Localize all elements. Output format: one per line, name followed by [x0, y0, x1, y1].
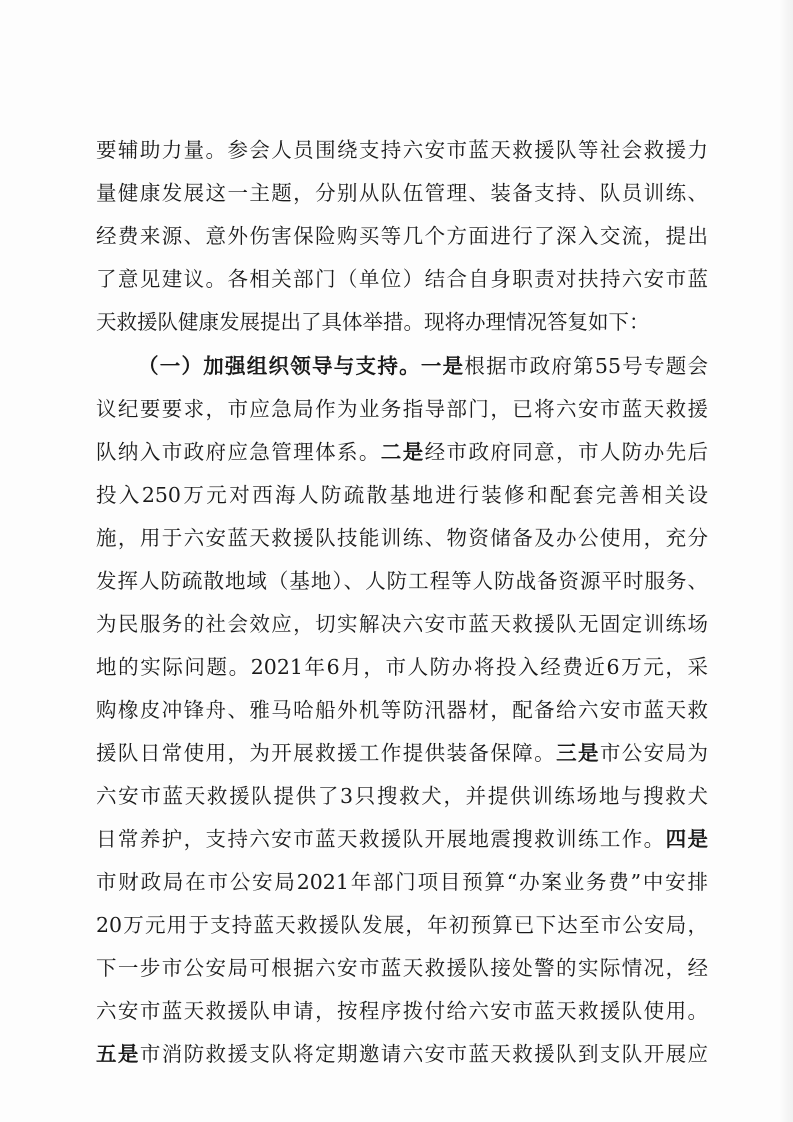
text-segment: 根据市政府第55号专题会: [464, 354, 708, 378]
bold-text-segment: 一是: [420, 354, 465, 378]
text-segment: 了意见建议。各相关部门（单位）结合自身职责对扶持六安市蓝: [96, 267, 708, 291]
text-segment: 发挥人防疏散地域（基地）、人防工程等人防战备资源平时服务、: [96, 569, 708, 593]
text-segment: 要辅助力量。参会人员围绕支持六安市蓝天救援队等社会救援力: [96, 138, 708, 162]
text-line: [96, 566, 708, 596]
text-segment: 市财政局在市公安局2021年部门项目预算“办案业务费”中安排: [96, 870, 708, 894]
text-line: [96, 307, 708, 337]
text-segment: 地的实际问题。2021年6月，市人防办将投入经费近6万元，采: [96, 655, 708, 679]
text-line: [138, 351, 708, 381]
text-line: [96, 480, 708, 510]
text-segment: 援队日常使用，为开展救援工作提供装备保障。: [96, 741, 557, 765]
bold-text-segment: 五是: [96, 1042, 140, 1066]
text-segment: 购橡皮冲锋舟、雅马哈船外机等防汛器材，配备给六安市蓝天救: [96, 698, 708, 722]
text-line: [96, 264, 708, 294]
bold-text-segment: 三是: [556, 741, 600, 765]
text-segment: 队纳入市政府应急管理体系。: [96, 440, 381, 464]
text-line: [96, 1039, 708, 1069]
text-line: [96, 867, 708, 897]
text-segment: 市公安局为: [599, 741, 708, 765]
text-segment: 为民服务的社会效应，切实解决六安市蓝天救援队无固定训练场: [96, 612, 708, 636]
text-line: [96, 738, 708, 768]
text-line: [96, 394, 708, 424]
text-line: [96, 652, 708, 682]
text-line: [96, 437, 708, 467]
text-line: [96, 695, 708, 725]
text-line: [96, 135, 708, 165]
text-segment: 六安市蓝天救援队提供了3只搜救犬，并提供训练场地与搜救犬: [96, 784, 708, 808]
text-segment: 20万元用于支持蓝天救援队发展，年初预算已下达至市公安局，: [96, 913, 708, 937]
text-segment: 六安市蓝天救援队申请，按程序拨付给六安市蓝天救援队使用。: [96, 999, 708, 1023]
text-segment: 量健康发展这一主题，分别从队伍管理、装备支持、队员训练、: [96, 181, 708, 205]
text-segment: 议纪要要求，市应急局作为业务指导部门，已将六安市蓝天救援: [96, 397, 708, 421]
bold-text-segment: 四是: [665, 827, 708, 851]
text-segment: 市消防救援支队将定期邀请六安市蓝天救援队到支队开展应: [139, 1042, 708, 1066]
text-segment: 施，用于六安蓝天救援队技能训练、物资储备及办公使用，充分: [96, 526, 708, 550]
text-segment: 下一步市公安局可根据六安市蓝天救援队接处警的实际情况，经: [96, 956, 708, 980]
text-line: [96, 609, 708, 639]
scan-edge-shadow: [779, 0, 793, 1122]
text-line: [96, 996, 708, 1026]
bold-text-segment: 二是: [380, 440, 425, 464]
text-segment: 经市政府同意，市人防办先后: [424, 440, 708, 464]
text-line: [96, 953, 708, 983]
bold-text-segment: （一）加强组织领导与支持。: [138, 354, 421, 378]
text-segment: 经费来源、意外伤害保险购买等几个方面进行了深入交流，提出: [96, 224, 708, 248]
text-line: [96, 523, 708, 553]
text-line: [96, 178, 708, 208]
text-line: [96, 910, 708, 940]
text-line: [96, 221, 708, 251]
text-line: [96, 824, 708, 854]
text-segment: 投入250万元对西海人防疏散基地进行装修和配套完善相关设: [96, 483, 708, 507]
text-segment: 天救援队健康发展提出了具体举措。现将办理情况答复如下：: [96, 310, 650, 334]
text-segment: 日常养护，支持六安市蓝天救援队开展地震搜救训练工作。: [96, 827, 666, 851]
text-line: [96, 781, 708, 811]
